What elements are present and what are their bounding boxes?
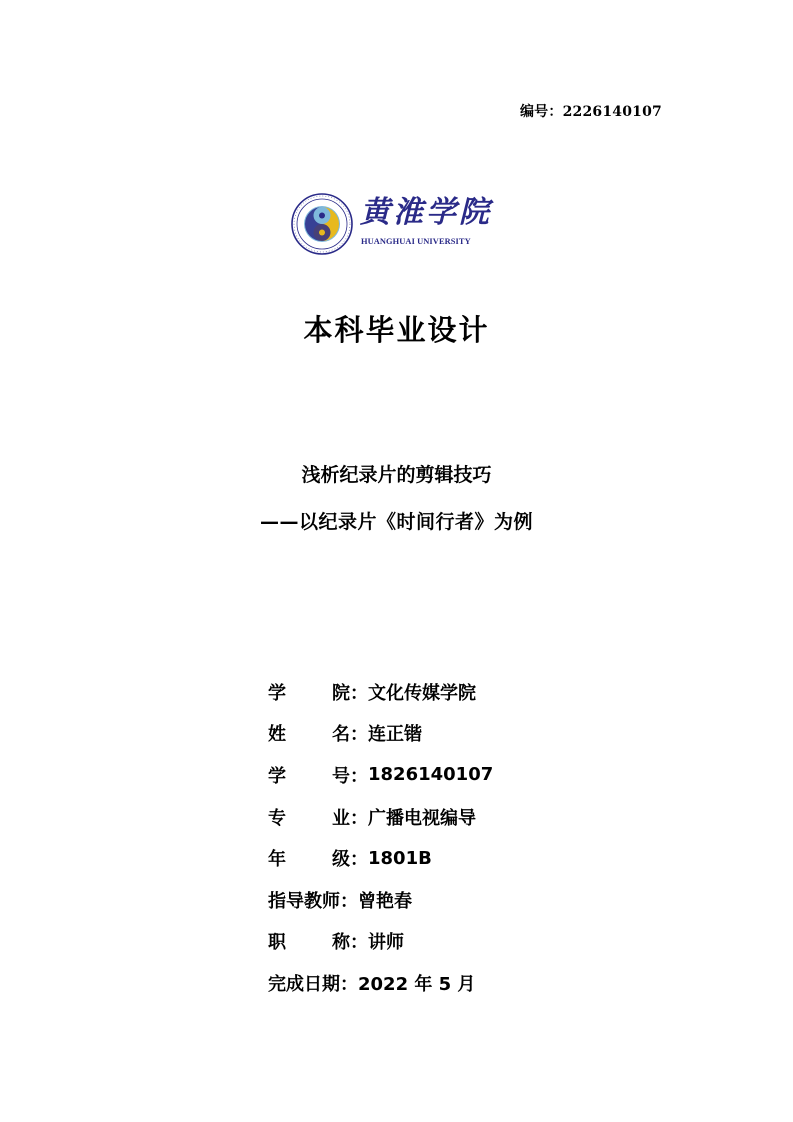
info-value: 2022 年 5 月	[358, 973, 476, 995]
info-label: 完成日期	[268, 973, 340, 995]
university-name-cn: 黄淮学院	[360, 195, 492, 230]
info-label: 学 号	[268, 765, 350, 787]
info-value: 1826140107	[368, 764, 494, 786]
info-row-student-id	[268, 754, 493, 796]
serial-value: 2226140107	[562, 104, 662, 120]
thesis-title: 浅析纪录片的剪辑技巧	[301, 464, 492, 486]
info-label: 年 级	[268, 849, 350, 871]
serial-label: 编号：	[519, 104, 563, 120]
university-name-en: HUANGHUAI UNIVERSITY	[361, 237, 471, 246]
university-logo	[290, 192, 500, 258]
info-row-college	[268, 671, 493, 713]
student-info	[268, 671, 493, 1004]
info-colon: ：	[350, 849, 368, 871]
info-colon: ：	[350, 765, 368, 787]
info-value: 讲师	[368, 932, 404, 954]
info-colon: ：	[350, 807, 368, 829]
info-colon: ：	[350, 932, 368, 954]
info-value: 文化传媒学院	[368, 682, 476, 704]
info-value: 广播电视编导	[368, 807, 476, 829]
info-colon: ：	[340, 973, 358, 995]
info-label: 职 称	[268, 932, 350, 954]
info-value: 连正锴	[368, 724, 422, 746]
info-value: 1801B	[368, 847, 432, 869]
info-label: 专 业	[268, 807, 350, 829]
info-colon: ：	[340, 890, 358, 912]
info-row-name	[268, 713, 493, 755]
serial-number	[520, 101, 662, 121]
info-row-completion-date	[268, 962, 493, 1004]
info-label: 指导教师	[268, 890, 340, 912]
info-colon: ：	[350, 682, 368, 704]
info-value: 曾艳春	[358, 890, 412, 912]
info-row-grade	[268, 837, 493, 879]
info-label: 姓 名	[268, 724, 350, 746]
thesis-subtitle: ——以纪录片《时间行者》为例	[259, 511, 533, 533]
info-row-advisor	[268, 879, 493, 921]
university-seal-icon	[290, 192, 354, 256]
info-row-major	[268, 796, 493, 838]
info-row-title	[268, 921, 493, 963]
info-label: 学 院	[268, 682, 350, 704]
page-title: 本科毕业设计	[303, 313, 490, 347]
info-colon: ：	[350, 724, 368, 746]
